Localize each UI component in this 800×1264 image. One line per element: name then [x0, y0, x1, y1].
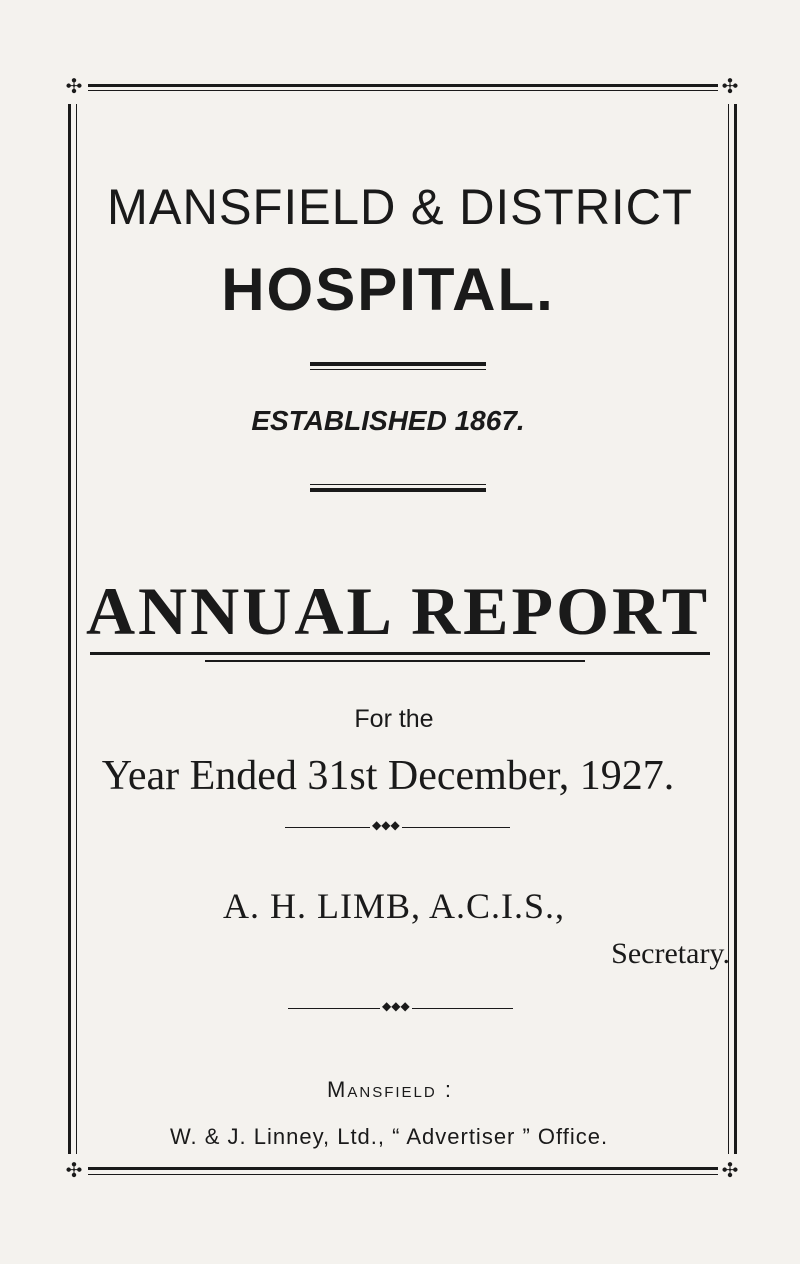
established-line: ESTABLISHED 1867. — [251, 405, 525, 436]
report-title-underline — [90, 652, 710, 655]
divider-rule — [310, 362, 486, 366]
hospital-name-line1: MANSFIELD & DISTRICT — [107, 179, 693, 235]
for-the-text: For the — [354, 705, 434, 733]
secretary-name: A. H. LIMB, A.C.I.S., — [222, 886, 566, 926]
border-bottom — [88, 1167, 718, 1170]
diamond-ornament-icon: ◆◆◆ — [372, 818, 400, 832]
divider-rule — [310, 484, 486, 485]
ornamental-corner-icon: ✣ — [65, 74, 83, 98]
printer-imprint: W. & J. Linney, Ltd., “ Advertiser ” Office. — [170, 1124, 609, 1149]
diamond-ornament-icon: ◆◆◆ — [382, 999, 410, 1013]
publication-place: Mansfield : — [327, 1077, 453, 1102]
secretary-role: Secretary. — [611, 937, 730, 970]
border-bottom-inner — [88, 1174, 718, 1175]
hospital-name-line2: HOSPITAL. — [221, 256, 555, 323]
report-title-underline — [205, 660, 585, 662]
border-top-inner — [88, 90, 718, 91]
divider-rule — [310, 488, 486, 492]
ornamental-corner-icon: ✣ — [721, 74, 739, 98]
report-title: ANNUAL REPORT — [85, 573, 711, 649]
ornamental-corner-icon: ✣ — [65, 1158, 83, 1182]
border-top — [88, 84, 718, 87]
year-ended-text: Year Ended 31st December, 1927. — [101, 753, 675, 799]
divider-rule — [310, 369, 486, 370]
ornamental-corner-icon: ✣ — [721, 1158, 739, 1182]
